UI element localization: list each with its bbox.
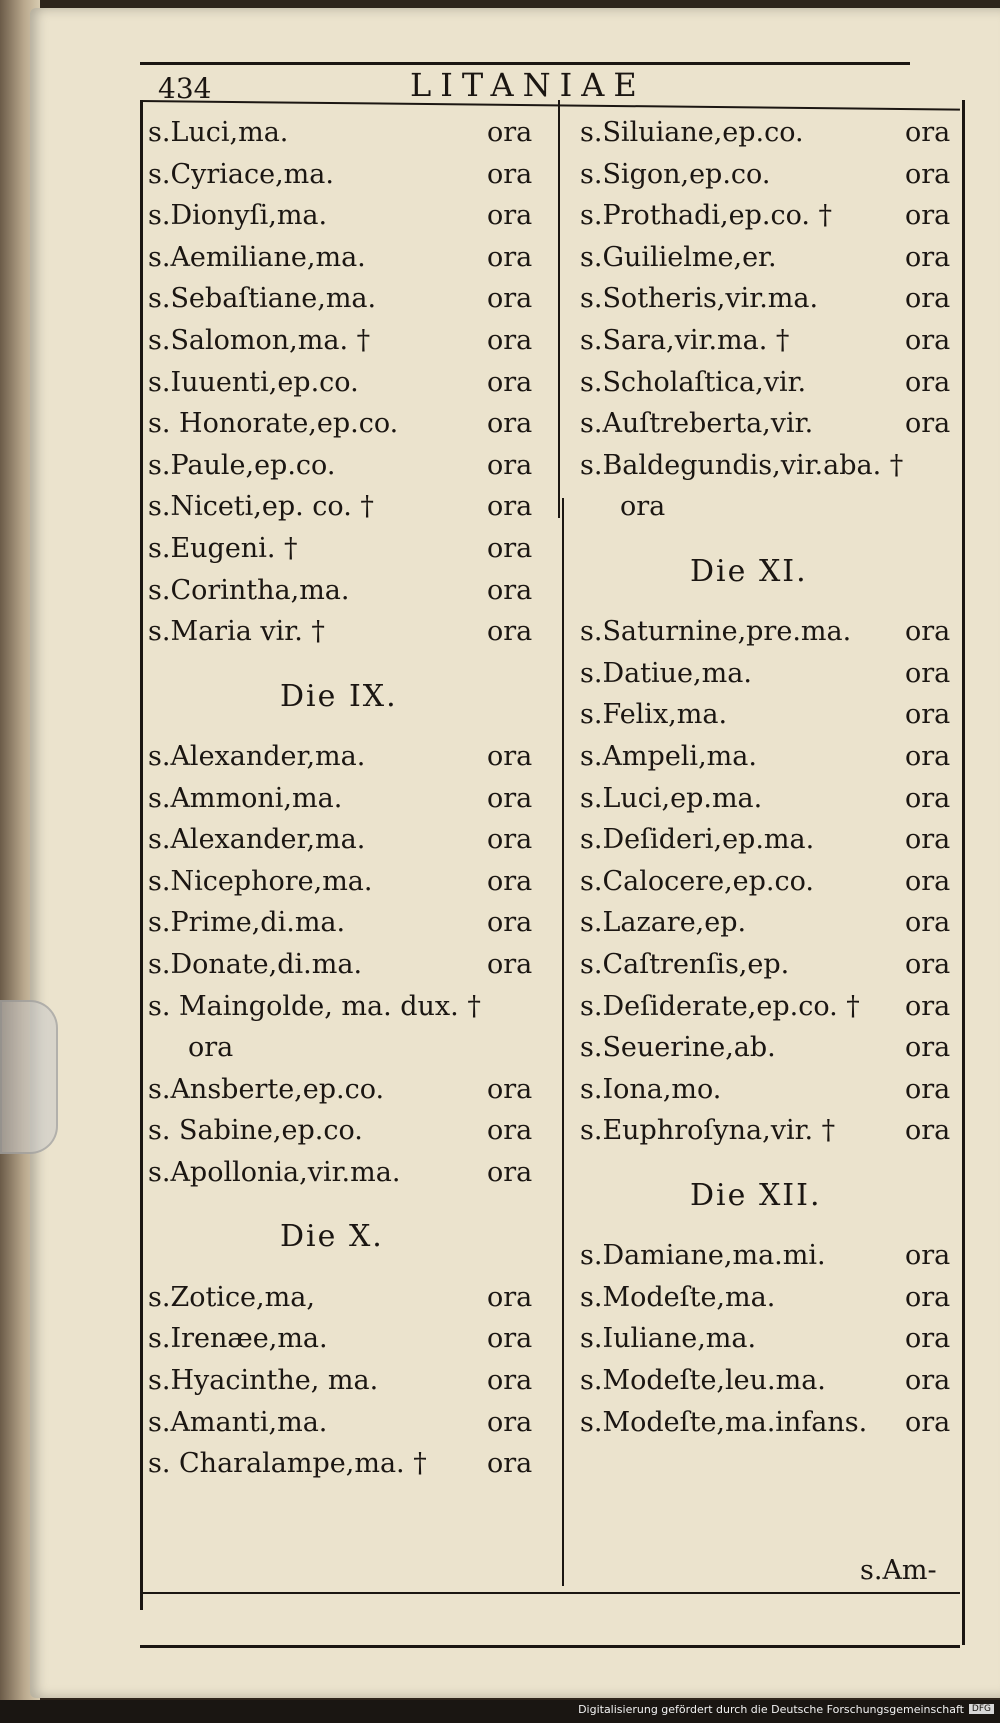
footer-bar	[0, 1700, 1000, 1723]
day-heading: Die IX.	[280, 678, 398, 714]
litany-entry: s.Deſideri,ep.ma.	[580, 824, 815, 856]
ora-response: ora	[905, 990, 951, 1022]
litany-entry: s.Datiue,ma.	[580, 657, 752, 689]
litany-entry: s.Modeſte,ma.	[580, 1281, 776, 1313]
page-number: 434	[158, 72, 212, 105]
ora-response: ora	[905, 1032, 951, 1064]
litany-entry: s.Prothadi,ep.co. †	[580, 200, 833, 232]
ora-response: ora	[487, 1365, 533, 1396]
ora-response: ora	[487, 616, 533, 648]
litany-entry: s.Felix,ma.	[580, 699, 728, 731]
litany-entry: s.Modeſte,ma.infans.	[580, 1406, 868, 1438]
litany-entry: s.Caſtrenſis,ep.	[580, 949, 790, 980]
ora-response: ora	[905, 408, 951, 440]
litany-entry: s.Luci,ma.	[148, 117, 289, 148]
litany-entry: s.Scholaſtica,vir.	[580, 366, 807, 398]
column-divider	[562, 498, 564, 1586]
ora-response: ora	[905, 200, 951, 232]
litany-entry: s.Sara,vir.ma. †	[580, 325, 790, 356]
catchword: s.Am-	[860, 1555, 937, 1586]
litany-entry: s.Maria vir. †	[148, 616, 325, 648]
litany-entry: s.Deſiderate,ep.co. †	[580, 990, 860, 1022]
ora-response: ora	[905, 782, 951, 814]
ora-response: ora	[487, 865, 533, 897]
litany-entry: s.Corintha,ma.	[148, 574, 350, 606]
ora-response: ora	[487, 907, 533, 939]
ora-response: ora	[905, 824, 951, 856]
ora-response: ora	[905, 1365, 951, 1396]
litany-entry: s.Nicephore,ma.	[148, 865, 373, 897]
litany-entry: s.Hyacinthe, ma.	[148, 1365, 379, 1396]
ora-response: ora	[487, 366, 533, 398]
litany-entry: s.Eugeni. †	[148, 533, 298, 564]
ora-response: ora	[905, 283, 951, 315]
ora-response: ora	[487, 1448, 533, 1480]
bottom-rule	[140, 1645, 960, 1648]
litany-entry: s. Maingolde, ma. dux. †	[148, 990, 481, 1022]
litany-entry: s.Auſtreberta,vir.	[580, 408, 814, 440]
ora-response: ora	[487, 824, 533, 856]
ora-response: ora	[487, 574, 533, 606]
litany-entry: s.Salomon,ma. †	[148, 325, 371, 356]
ora-response: ora	[905, 241, 951, 273]
ora-response: ora	[905, 865, 951, 897]
ora-response: ora	[905, 907, 951, 939]
ora-response: ora	[487, 1115, 533, 1147]
ora-response: ora	[487, 741, 533, 772]
litany-entry: s.Seuerine,ab.	[580, 1032, 776, 1064]
litany-entry: s. Charalampe,ma. †	[148, 1448, 427, 1480]
litany-entry: s.Iuliane,ma.	[580, 1323, 757, 1355]
ora-response: ora	[905, 1240, 951, 1272]
litany-entry: s.Iona,mo.	[580, 1073, 722, 1105]
litany-entry: s.Siluiane,ep.co.	[580, 117, 804, 148]
ora-response: ora	[487, 1406, 533, 1438]
litany-entry: s.Lazare,ep.	[580, 907, 747, 939]
ora-response: ora	[905, 1281, 951, 1313]
ora-response: ora	[487, 533, 533, 564]
ora-response: ora	[905, 657, 951, 689]
ora-response: ora	[905, 366, 951, 398]
page-clip	[0, 1000, 58, 1154]
ora-response: ora	[905, 325, 951, 356]
litany-entry: s.Calocere,ep.co.	[580, 865, 814, 897]
running-title: LITANIAE	[410, 66, 646, 104]
ora-response: ora	[487, 241, 533, 273]
ora-response: ora	[905, 1115, 951, 1147]
litany-entry: ora	[620, 491, 666, 523]
ora-response: ora	[487, 449, 533, 481]
litany-entry: s.Apollonia,vir.ma.	[148, 1157, 401, 1188]
litany-entry: s.Euphroſyna,vir. †	[580, 1115, 836, 1147]
litany-entry: s.Ampeli,ma.	[580, 741, 757, 772]
ora-response: ora	[905, 117, 951, 148]
litany-entry: s.Damiane,ma.mi.	[580, 1240, 826, 1272]
column-divider	[558, 100, 560, 518]
litany-entry: s.Aemiliane,ma.	[148, 241, 366, 273]
litany-entry: s.Niceti,ep. co. †	[148, 491, 374, 523]
top-rule	[140, 62, 910, 65]
litany-entry: s.Zotice,ma,	[148, 1281, 315, 1313]
ora-response: ora	[905, 741, 951, 772]
ora-response: ora	[905, 1073, 951, 1105]
litany-entry: s.Baldegundis,vir.aba. †	[580, 449, 904, 481]
litany-entry: s.Alexander,ma.	[148, 741, 366, 772]
ora-response: ora	[487, 782, 533, 814]
ora-response: ora	[487, 1157, 533, 1188]
litany-entry: s.Paule,ep.co.	[148, 449, 336, 481]
litany-entry: s.Dionyſi,ma.	[148, 200, 328, 232]
litany-entry: s.Modeſte,leu.ma.	[580, 1365, 826, 1396]
ora-response: ora	[487, 200, 533, 232]
litany-entry: s.Iuuenti,ep.co.	[148, 366, 359, 398]
litany-entry: s.Ammoni,ma.	[148, 782, 343, 814]
litany-entry: s.Sebaſtiane,ma.	[148, 283, 377, 315]
litany-entry: s.Sotheris,vir.ma.	[580, 283, 819, 315]
litany-entry: s.Sigon,ep.co.	[580, 158, 771, 190]
litany-entry: s.Irenæe,ma.	[148, 1323, 328, 1355]
litany-entry: s.Luci,ep.ma.	[580, 782, 763, 814]
ora-response: ora	[905, 158, 951, 190]
day-heading: Die XII.	[690, 1177, 822, 1213]
ora-response: ora	[487, 1281, 533, 1313]
litany-entry: s.Saturnine,pre.ma.	[580, 616, 852, 648]
ora-response: ora	[905, 1406, 951, 1438]
ora-response: ora	[487, 158, 533, 190]
bottom-rule	[140, 1592, 960, 1594]
ora-response: ora	[905, 1323, 951, 1355]
ora-response: ora	[487, 491, 533, 523]
ora-response: ora	[487, 1323, 533, 1355]
right-border	[962, 100, 965, 1645]
litany-entry: s. Sabine,ep.co.	[148, 1115, 363, 1147]
ora-response: ora	[905, 699, 951, 731]
ora-response: ora	[905, 949, 951, 980]
litany-entry: s.Cyriace,ma.	[148, 158, 334, 190]
litany-entry: s.Donate,di.ma.	[148, 949, 363, 980]
ora-response: ora	[905, 616, 951, 648]
left-border	[140, 100, 143, 1610]
litany-entry: s. Honorate,ep.co.	[148, 408, 399, 440]
ora-response: ora	[487, 117, 533, 148]
ora-response: ora	[487, 949, 533, 980]
litany-entry: s.Ansberte,ep.co.	[148, 1073, 385, 1105]
day-heading: Die X.	[280, 1219, 384, 1255]
litany-entry: ora	[188, 1032, 234, 1064]
ora-response: ora	[487, 408, 533, 440]
litany-entry: s.Prime,di.ma.	[148, 907, 346, 939]
day-heading: Die XI.	[690, 553, 808, 589]
litany-entry: s.Alexander,ma.	[148, 824, 366, 856]
dfg-logo: DFG	[969, 1704, 994, 1714]
ora-response: ora	[487, 1073, 533, 1105]
footer-credit: Digitalisierung gefördert durch die Deutsche Forschungsgemeinschaft	[578, 1703, 964, 1716]
ora-response: ora	[487, 283, 533, 315]
ora-response: ora	[487, 325, 533, 356]
litany-entry: s.Guilielme,er.	[580, 241, 777, 273]
litany-entry: s.Amanti,ma.	[148, 1406, 328, 1438]
